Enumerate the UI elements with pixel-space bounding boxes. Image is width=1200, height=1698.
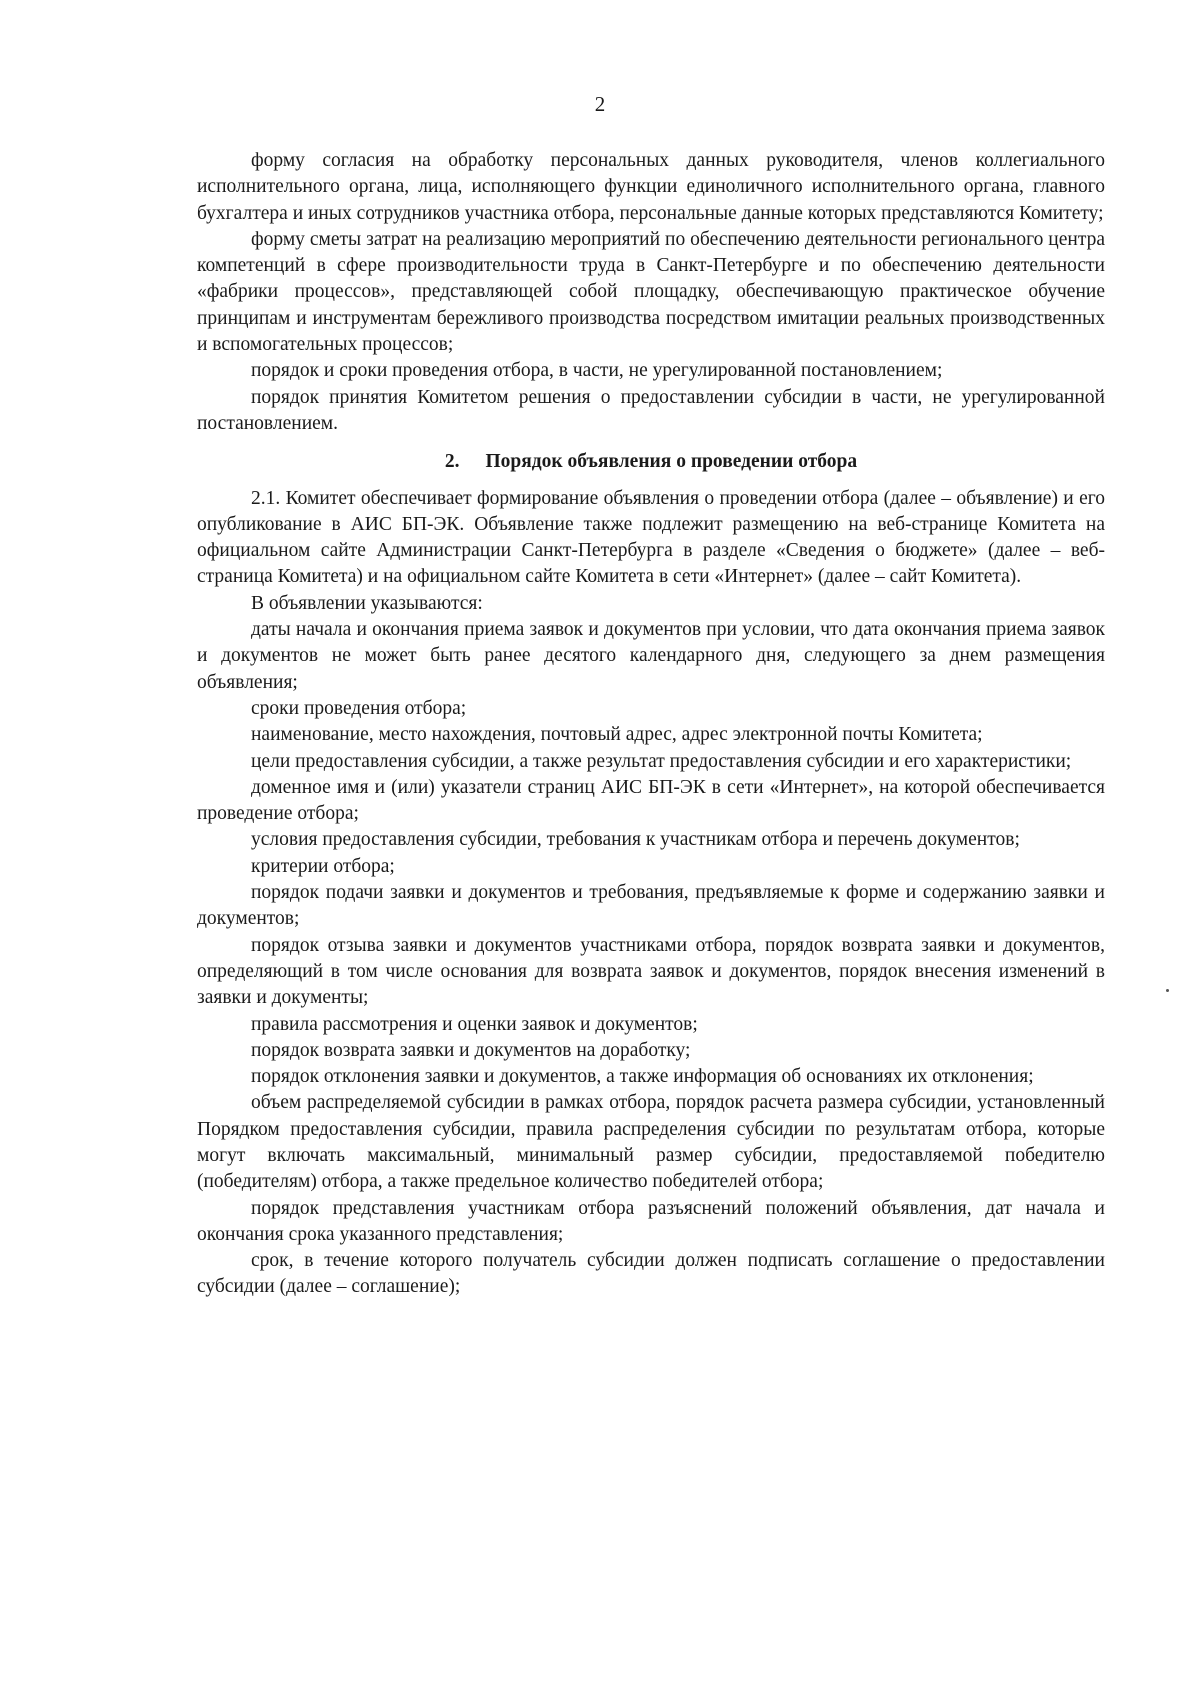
list-item: доменное имя и (или) указатели страниц АИС БП-ЭК в сети «Интернет», на которой обеспечивается проведение отбора;: [197, 776, 1105, 825]
paragraph: форму сметы затрат на реализацию мероприятий по обеспечению деятельности регионального центра компетенций в сфере производительности труда в Санкт-Петербурге и по обеспечению деятельности «фабрики процессов», представляющей собой площадку, обеспечивающую практическое обучение принципам и инструментам бережливого производства посредством имитации реальных производственных и вспомогательных процессов;: [197, 228, 1105, 356]
scan-artifact: [1166, 989, 1169, 992]
list-item: порядок подачи заявки и документов и требования, предъявляемые к форме и содержанию заявки и документов;: [197, 882, 1105, 930]
list-item: порядок отзыва заявки и документов участниками отбора, порядок возврата заявки и документов, определяющий в том числе основания для возврата заявок и документов, порядок внесения изменений в заявки и документы;: [197, 934, 1105, 1009]
list-item: критерии отбора;: [251, 855, 395, 877]
list-item: порядок возврата заявки и документов на доработку;: [251, 1039, 691, 1061]
document-body: [197, 148, 1105, 1301]
section-number: 2.: [444, 451, 460, 473]
paragraph: порядок и сроки проведения отбора, в части, не урегулированной постановлением;: [251, 360, 943, 382]
paragraph: В объявлении указываются:: [251, 592, 483, 614]
list-item: наименование, место нахождения, почтовый адрес, адрес электронной почты Комитета;: [251, 724, 983, 746]
list-item: даты начала и окончания приема заявок и документов при условии, что дата окончания приема заявок и документов не может быть ранее десятого календарного дня, следующего за днем размещения объявления;: [197, 619, 1105, 693]
section-title: Порядок объявления о проведении отбора: [485, 451, 858, 473]
list-item: срок, в течение которого получатель субсидии должен подписать соглашение о предоставлении субсидии (далее – соглашение);: [197, 1250, 1105, 1298]
list-item: сроки проведения отбора;: [251, 697, 467, 719]
list-item: порядок представления участникам отбора разъяснений положений объявления, дат начала и окончания срока указанного представления;: [197, 1197, 1105, 1245]
list-item: цели предоставления субсидии, а также результат предоставления субсидии и его характеристики;: [251, 750, 1072, 772]
list-item: условия предоставления субсидии, требования к участникам отбора и перечень документов;: [251, 829, 1020, 851]
page-number: 2: [594, 92, 606, 116]
list-item: правила рассмотрения и оценки заявок и документов;: [251, 1013, 698, 1035]
list-item: порядок отклонения заявки и документов, а также информация об основаниях их отклонения;: [251, 1066, 1034, 1088]
paragraph: форму согласия на обработку персональных данных руководителя, членов коллегиального исполнительного органа, лица, исполняющего функции единоличного исполнительного органа, главного бухгалтера и иных сотрудников участника отбора, персональные данные которых представляются Комитету;: [197, 150, 1105, 224]
list-item: объем распределяемой субсидии в рамках отбора, порядок расчета размера субсидии, установленный Порядком предоставления субсидии, правила распределения субсидии по результатам отбора, которые могут включать максимальный, минимальный размер субсидии, предоставляемой победителю (победителям) отбора, а также предельное количество победителей отбора;: [197, 1092, 1105, 1193]
section-heading: [197, 449, 1105, 475]
paragraph: 2.1. Комитет обеспечивает формирование объявления о проведении отбора (далее – объявление) и его опубликование в АИС БП-ЭК. Объявление также подлежит размещению на веб-странице Комитета на официальном сайте Администрации Санкт-Петербурга в разделе «Сведения о бюджете» (далее – веб-страница Комитета) и на официальном сайте Комитета в сети «Интернет» (далее – сайт Комитета).: [197, 487, 1105, 588]
paragraph: порядок принятия Комитетом решения о предоставлении субсидии в части, не урегулированной постановлением.: [197, 386, 1105, 434]
